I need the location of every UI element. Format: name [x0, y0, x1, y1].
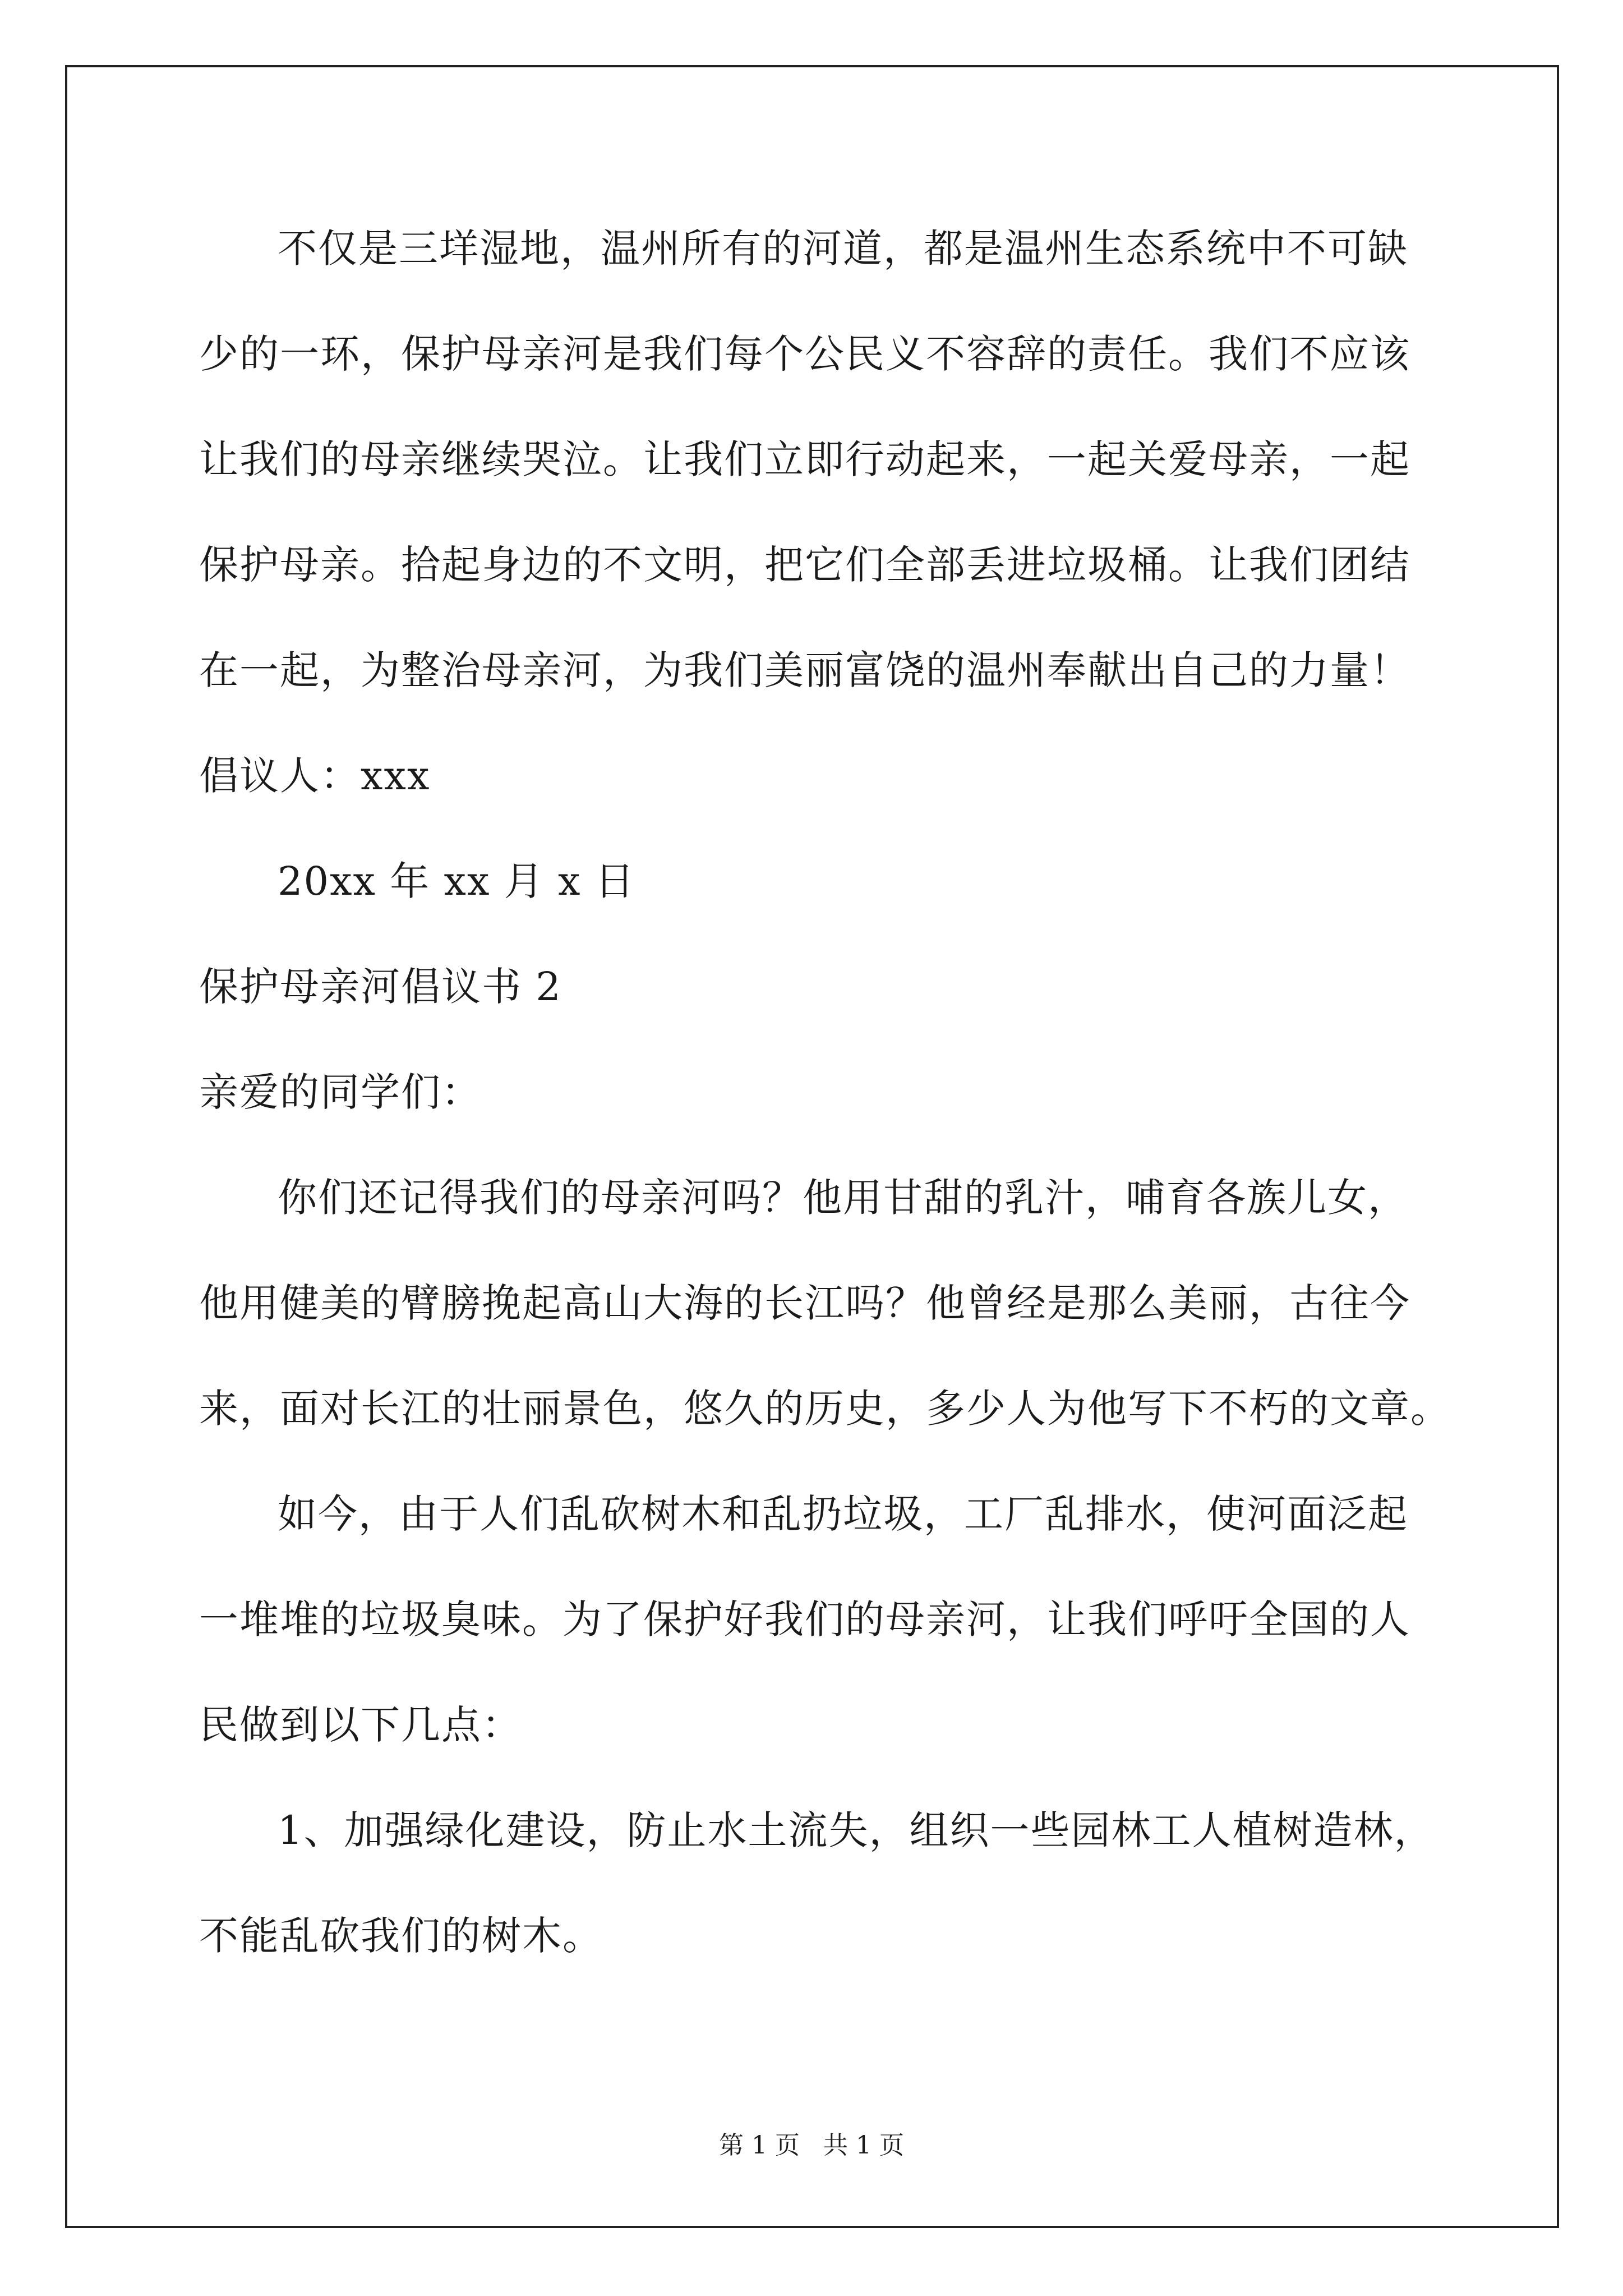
date-line: 20xx 年 xx 月 x 日	[278, 858, 635, 904]
text-line: 保护母亲。拾起身边的不文明，把它们全部丢进垃圾桶。让我们团结	[199, 542, 1410, 588]
text-line: 让我们的母亲继续哭泣。让我们立即行动起来，一起关爱母亲，一起	[199, 436, 1410, 482]
text-line: 不能乱砍我们的树木。	[199, 1913, 603, 1959]
text-line: 1、加强绿化建设，防止水土流失，组织一些园林工人植树造林，	[278, 1807, 1435, 1853]
text-line: 你们还记得我们的母亲河吗？他用甘甜的乳汁，哺育各族儿女，	[278, 1175, 1408, 1221]
text-line: 来，面对长江的壮丽景色，悠久的历史，多少人为他写下不朽的文章。	[199, 1386, 1451, 1432]
text-line: 不仅是三垟湿地，温州所有的河道，都是温州生态系统中不可缺	[278, 226, 1408, 272]
text-line: 一堆堆的垃圾臭味。为了保护好我们的母亲河，让我们呼吁全国的人	[199, 1596, 1410, 1642]
signatory-line: 倡议人：xxx	[199, 753, 431, 799]
salutation: 亲爱的同学们：	[199, 1069, 482, 1115]
text-line: 民做到以下几点：	[199, 1702, 522, 1748]
text-line: 在一起，为整治母亲河，为我们美丽富饶的温州奉献出自己的力量！	[199, 647, 1410, 693]
text-line: 他用健美的臂膀挽起高山大海的长江吗？他曾经是那么美丽，古往今	[199, 1280, 1410, 1326]
text-line: 如今，由于人们乱砍树木和乱扔垃圾，工厂乱排水，使河面泛起	[278, 1491, 1408, 1537]
page-footer: 第 1 页 共 1 页	[719, 2131, 904, 2160]
section-title: 保护母亲河倡议书 2	[199, 964, 562, 1010]
text-line: 少的一环，保护母亲河是我们每个公民义不容辞的责任。我们不应该	[199, 331, 1410, 377]
document-body	[199, 218, 1451, 2010]
